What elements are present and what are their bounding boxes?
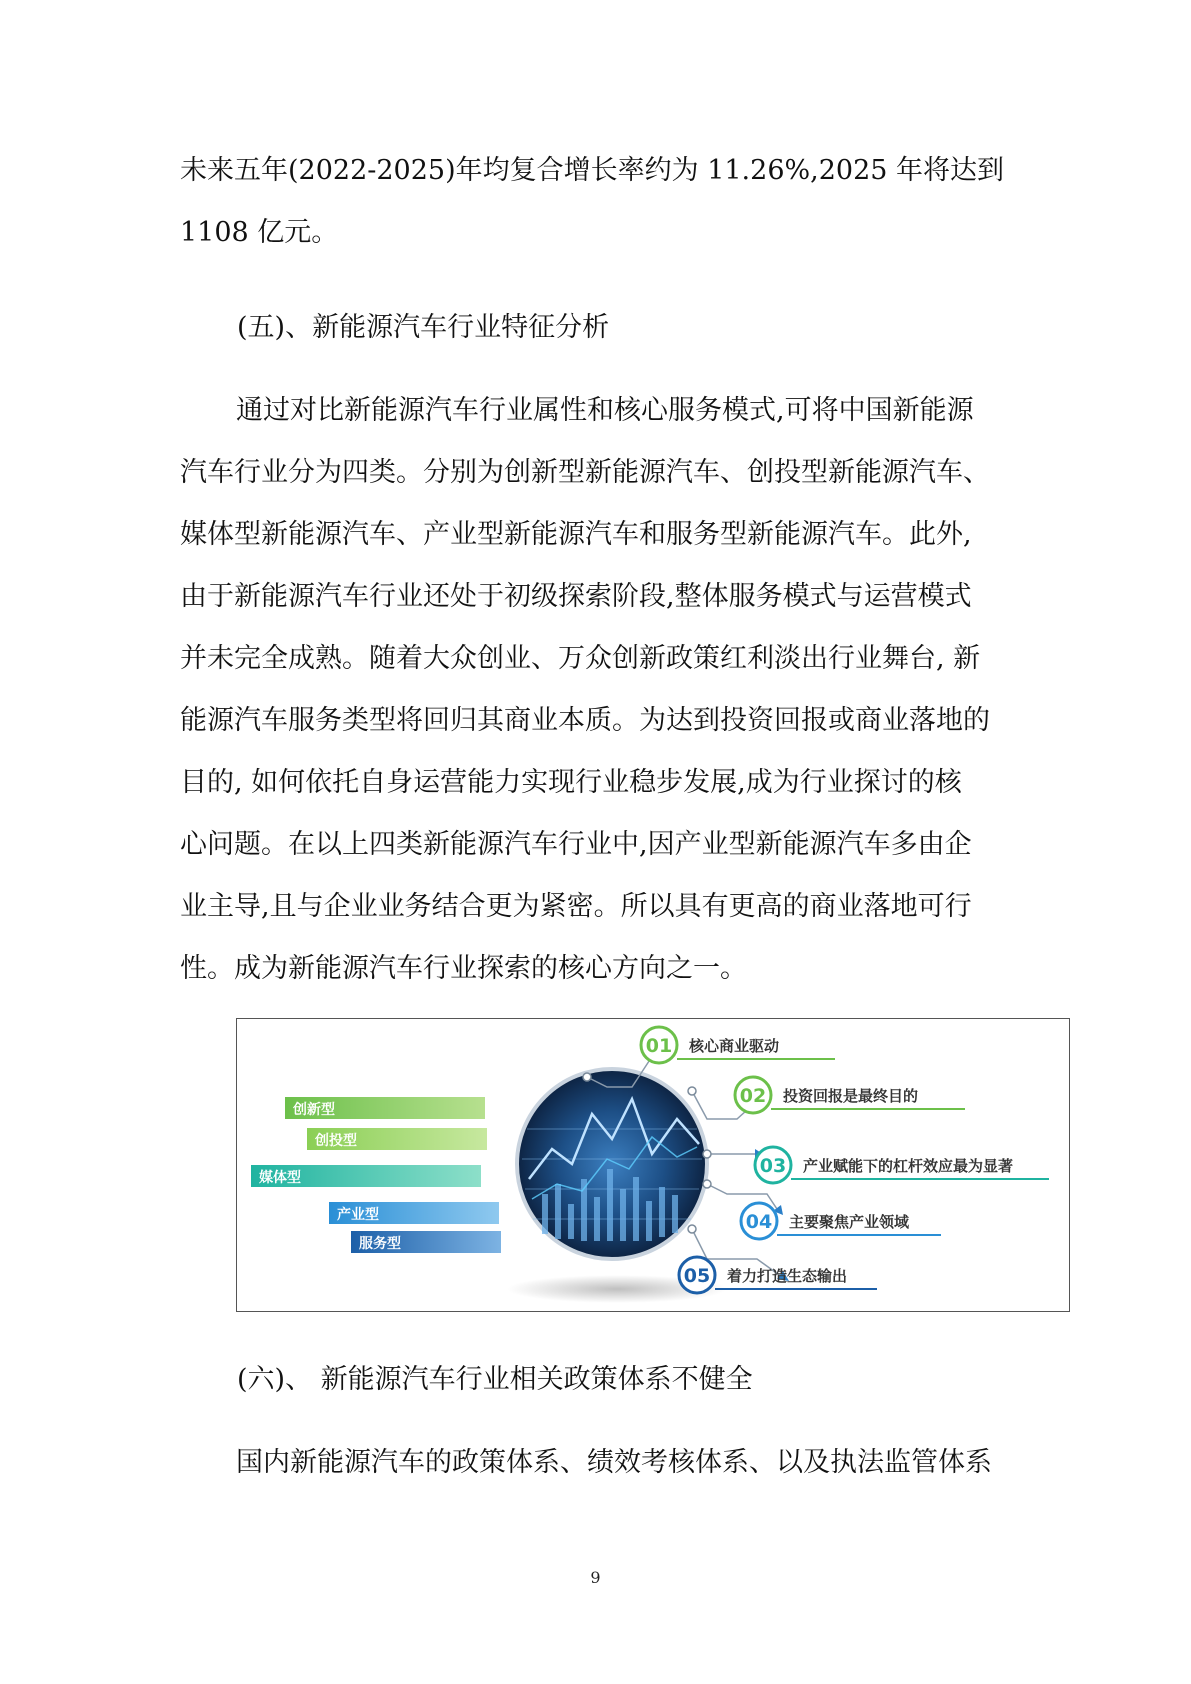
intro-line: 未来五年(2022-2025)年均复合增长率约为 11.26%,2025 年将达到 bbox=[180, 155, 1005, 186]
body-line: 并未完全成熟。随着大众创业、万众创新政策红利淡出行业舞台, 新 bbox=[180, 643, 981, 674]
type-bar-service bbox=[351, 1231, 501, 1253]
body-line: 目的, 如何依托自身运营能力实现行业稳步发展,成为行业探讨的核 bbox=[180, 767, 962, 798]
figure-graphic bbox=[237, 1019, 1069, 1311]
body-line: 汽车行业分为四类。分别为创新型新能源汽车、创投型新能源汽车、 bbox=[180, 457, 990, 488]
type-bar-industrial bbox=[329, 1202, 499, 1224]
feature-item-01 bbox=[641, 1027, 835, 1063]
item-number: 04 bbox=[745, 1211, 773, 1233]
type-label: 创新型 bbox=[293, 1102, 335, 1118]
feature-item-04 bbox=[741, 1203, 941, 1239]
feature-item-02 bbox=[735, 1077, 965, 1113]
item-text: 主要聚焦产业领域 bbox=[789, 1213, 910, 1231]
type-label: 产业型 bbox=[337, 1207, 379, 1223]
type-bar-innovative bbox=[285, 1097, 485, 1119]
item-text: 着力打造生态输出 bbox=[727, 1267, 848, 1285]
body-line: 能源汽车服务类型将回归其商业本质。为达到投资回报或商业落地的 bbox=[180, 705, 990, 736]
section-5-heading: (五)、新能源汽车行业特征分析 bbox=[237, 312, 610, 343]
data-visual-circle bbox=[517, 1069, 707, 1259]
closing-paragraph bbox=[180, 1432, 1010, 1494]
body-line: 性。成为新能源汽车行业探索的核心方向之一。 bbox=[180, 953, 747, 984]
body-line: 业主导,且与企业业务结合更为紧密。所以具有更高的商业落地可行 bbox=[180, 891, 972, 922]
industry-types-figure bbox=[236, 1018, 1070, 1312]
item-number: 01 bbox=[645, 1035, 673, 1057]
intro-paragraph bbox=[180, 140, 1010, 264]
type-label: 媒体型 bbox=[259, 1170, 301, 1186]
section-6-heading: (六)、 新能源汽车行业相关政策体系不健全 bbox=[237, 1364, 753, 1395]
intro-line: 1108 亿元。 bbox=[180, 217, 339, 248]
type-bar-media bbox=[251, 1165, 481, 1187]
body-paragraph bbox=[180, 380, 1010, 1000]
item-number: 05 bbox=[683, 1265, 711, 1287]
body-line: 由于新能源汽车行业还处于初级探索阶段,整体服务模式与运营模式 bbox=[180, 581, 972, 612]
type-bar-venture bbox=[307, 1128, 487, 1150]
body-line: 心问题。在以上四类新能源汽车行业中,因产业型新能源汽车多由企 bbox=[180, 829, 972, 860]
page-number: 9 bbox=[590, 1568, 601, 1587]
item-text: 投资回报是最终目的 bbox=[783, 1087, 919, 1105]
body-line: 媒体型新能源汽车、产业型新能源汽车和服务型新能源汽车。此外, bbox=[180, 519, 972, 550]
item-text: 核心商业驱动 bbox=[689, 1037, 780, 1055]
type-label: 服务型 bbox=[359, 1236, 401, 1252]
feature-item-03 bbox=[755, 1147, 1049, 1183]
item-number: 03 bbox=[759, 1155, 787, 1177]
type-label: 创投型 bbox=[315, 1133, 357, 1149]
body-line: 通过对比新能源汽车行业属性和核心服务模式,可将中国新能源 bbox=[236, 395, 974, 426]
item-number: 02 bbox=[739, 1085, 767, 1107]
closing-line: 国内新能源汽车的政策体系、绩效考核体系、以及执法监管体系 bbox=[236, 1447, 992, 1478]
feature-item-05 bbox=[679, 1257, 877, 1293]
item-text: 产业赋能下的杠杆效应最为显著 bbox=[803, 1157, 1014, 1175]
